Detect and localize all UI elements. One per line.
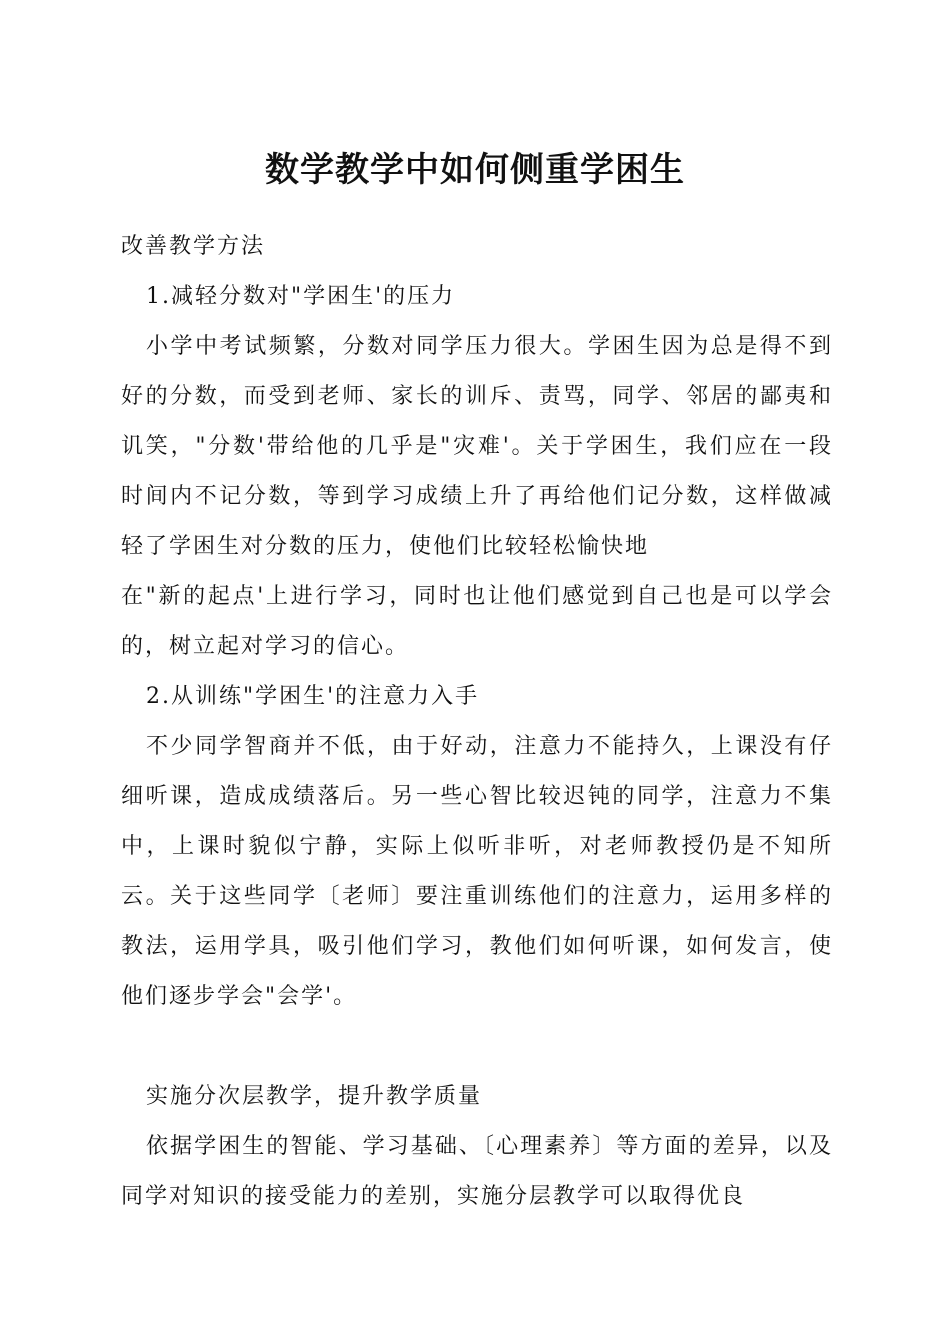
section-heading: 实施分次层教学，提升教学质量 — [146, 1084, 483, 1109]
paragraph: 依据学困生的智能、学习基础、〔心理素养〕等方面的差异，以及同学对知识的接受能力的差别，实施分层教学可以取得优良 — [121, 1134, 833, 1209]
document-body — [121, 222, 833, 1222]
subsection-heading: 2.从训练"学困生'的注意力入手 — [146, 684, 480, 709]
document-title: 数学教学中如何侧重学困生 — [265, 150, 685, 190]
paragraph: 不少同学智商并不低，由于好动，注意力不能持久，上课没有仔细听课，造成成绩落后。另一些心智比较迟钝的同学，注意力不集中，上课时貌似宁静，实际上似听非听，对老师教授仍是不知所云。关于这些同学〔老师〕要注重训练他们的注意力，运用多样的教法，运用学具，吸引他们学习，教他们如何听课，如何发言，使他们逐步学会"会学'。 — [121, 734, 833, 1009]
paragraph: 在"新的起点'上进行学习，同时也让他们感觉到自己也是可以学会的，树立起对学习的信心。 — [121, 584, 833, 659]
paragraph-spacer — [121, 1022, 833, 1072]
subsection-heading: 1.减轻分数对"学困生'的压力 — [146, 284, 456, 309]
section-heading: 改善教学方法 — [121, 234, 266, 259]
paragraph: 小学中考试频繁，分数对同学压力很大。学困生因为总是得不到好的分数，而受到老师、家长的训斥、责骂，同学、邻居的鄙夷和讥笑，"分数'带给他的几乎是"灾难'。关于学困生，我们应在一段时间内不记分数，等到学习成绩上升了再给他们记分数，这样做减轻了学困生对分数的压力，使他们比较轻松愉快地 — [121, 334, 833, 559]
